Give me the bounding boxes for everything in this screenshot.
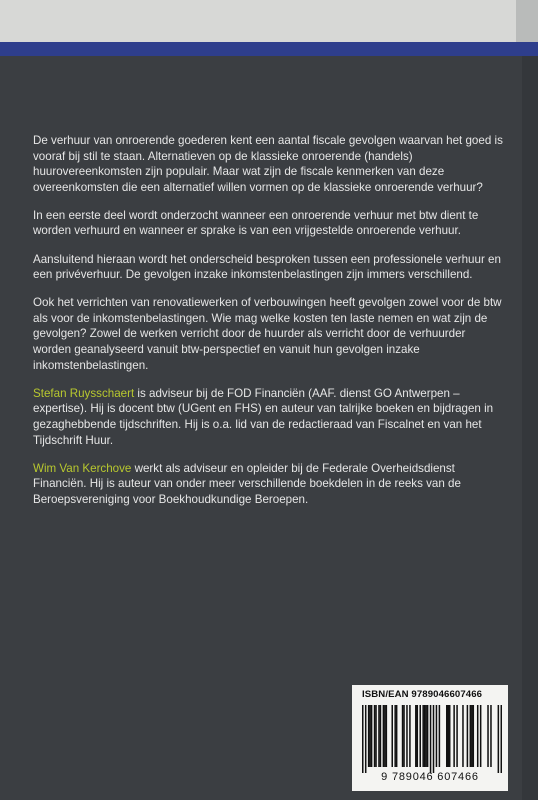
barcode-bar bbox=[386, 705, 388, 767]
barcode-bar bbox=[490, 705, 492, 767]
barcode-bar bbox=[471, 705, 473, 767]
barcode-bar bbox=[406, 705, 408, 767]
barcode-bar bbox=[449, 705, 451, 767]
barcode-bar bbox=[422, 705, 424, 767]
barcode-bar bbox=[447, 705, 449, 767]
barcode-bar bbox=[456, 705, 458, 767]
barcode-bar bbox=[396, 705, 398, 767]
barcode-bar bbox=[391, 705, 393, 767]
author-bio-text-2: werkt als adviseur en opleider bij de Federale Overheidsdienst Financiën. Hij is auteur van onder meer verschillende boekdelen in de reeks van de Beroepsvereniging voor Boekhoudkundige Beroepen. bbox=[33, 461, 461, 506]
author-bio-2 bbox=[33, 461, 503, 508]
barcode-bar bbox=[371, 705, 373, 767]
blurb-paragraph-3: Aansluitend hieraan wordt het onderscheid besproken tussen een professionele verhuur en een privéverhuur. De gevolgen inzake inkomstenbelastingen zijn immers verschillend. bbox=[33, 252, 501, 282]
spine-edge bbox=[522, 56, 538, 800]
barcode-bar bbox=[403, 705, 405, 767]
barcode-bar bbox=[417, 705, 419, 767]
isbn-label: ISBN/EAN 9789046607466 bbox=[362, 689, 483, 700]
barcode-bar bbox=[467, 705, 469, 767]
barcode-bar bbox=[415, 705, 417, 767]
barcode-bar bbox=[369, 705, 371, 767]
top-strip bbox=[0, 0, 538, 42]
barcode-bar bbox=[425, 705, 427, 767]
blurb-text bbox=[33, 133, 503, 520]
top-strip-shade bbox=[516, 0, 538, 42]
blurb-paragraph-4: Ook het verrichten van renovatiewerken of verbouwingen heeft gevolgen zowel voor de btw als voor de inkomstenbelastingen. Wie mag welke kosten ten laste nemen en wat zijn de gevolgen? Zowel de werken verricht door de huurder als verricht door de verhuurder worden geanalyseerd vanuit btw-perspectief en vanuit hun gevolgen inzake inkomstenbelastingen. bbox=[33, 296, 502, 372]
author-bio-1 bbox=[33, 386, 503, 448]
barcode-bar bbox=[473, 705, 475, 767]
barcode-bar bbox=[375, 705, 377, 767]
author-name-1: Stefan Ruysschaert bbox=[33, 386, 135, 400]
blue-band bbox=[0, 42, 538, 56]
barcode-bar bbox=[378, 705, 380, 767]
author-name-2: Wim Van Kerchove bbox=[33, 461, 132, 475]
author-bio-text-1: is adviseur bij de FOD Financiën (AAF. dienst GO Antwerpen – expertise). Hij is docent btw (UGent en FHS) en auteur van talrijke boeken en bijdragen in gezaghebbende tijdschriften. Hij is o.a. lid van de redactieraad van Fiscalnet en van het Tijdschrift Huur. bbox=[33, 386, 494, 447]
barcode-bar bbox=[446, 705, 448, 767]
barcode-bar bbox=[487, 705, 489, 767]
barcode-bar bbox=[402, 705, 404, 767]
blurb-paragraph-2: In een eerste deel wordt onderzocht wanneer een onroerende verhuur met btw dient te worden verhuurd en wanneer er sprake is van een vrijgestelde onroerende verhuur. bbox=[33, 208, 479, 238]
barcode-bar bbox=[480, 705, 482, 767]
barcode-number: 9 789046 607466 bbox=[381, 771, 479, 783]
barcode-bar bbox=[374, 705, 376, 767]
barcode-bar bbox=[424, 705, 426, 767]
barcode-bar bbox=[453, 705, 455, 767]
barcode-bar bbox=[470, 705, 472, 767]
barcode-icon bbox=[362, 705, 502, 773]
barcode-bar bbox=[477, 705, 479, 767]
barcode-bar bbox=[430, 705, 432, 773]
barcode-bar bbox=[436, 705, 438, 767]
barcode-box bbox=[352, 685, 508, 791]
barcode-bar bbox=[501, 705, 502, 773]
blurb-paragraph-1: De verhuur van onroerende goederen kent een aantal fiscale gevolgen waarvan het goed is vooraf bij stil te staan. Alternatieven op de klassieke onroerende (handels) huurovereenkomsten zijn populair. Maar wat zijn de fiscale kenmerken van deze overeenkomsten die een alternatief willen vormen op de klassieke onroerende verhuur? bbox=[33, 134, 503, 194]
barcode-bar bbox=[498, 705, 500, 773]
barcode-bar bbox=[384, 705, 386, 767]
barcode-bar bbox=[380, 705, 382, 767]
barcode-bar bbox=[409, 705, 411, 767]
barcode-bar bbox=[419, 705, 421, 767]
barcode-bar bbox=[362, 705, 364, 773]
barcode-bar bbox=[439, 705, 441, 767]
barcode-bar bbox=[368, 705, 370, 767]
barcode-bar bbox=[433, 705, 435, 773]
barcode-bar bbox=[383, 705, 385, 767]
barcode-bar bbox=[427, 705, 429, 767]
barcode-bar bbox=[394, 705, 396, 767]
barcode-bar bbox=[462, 705, 464, 767]
barcode-bar bbox=[365, 705, 367, 773]
